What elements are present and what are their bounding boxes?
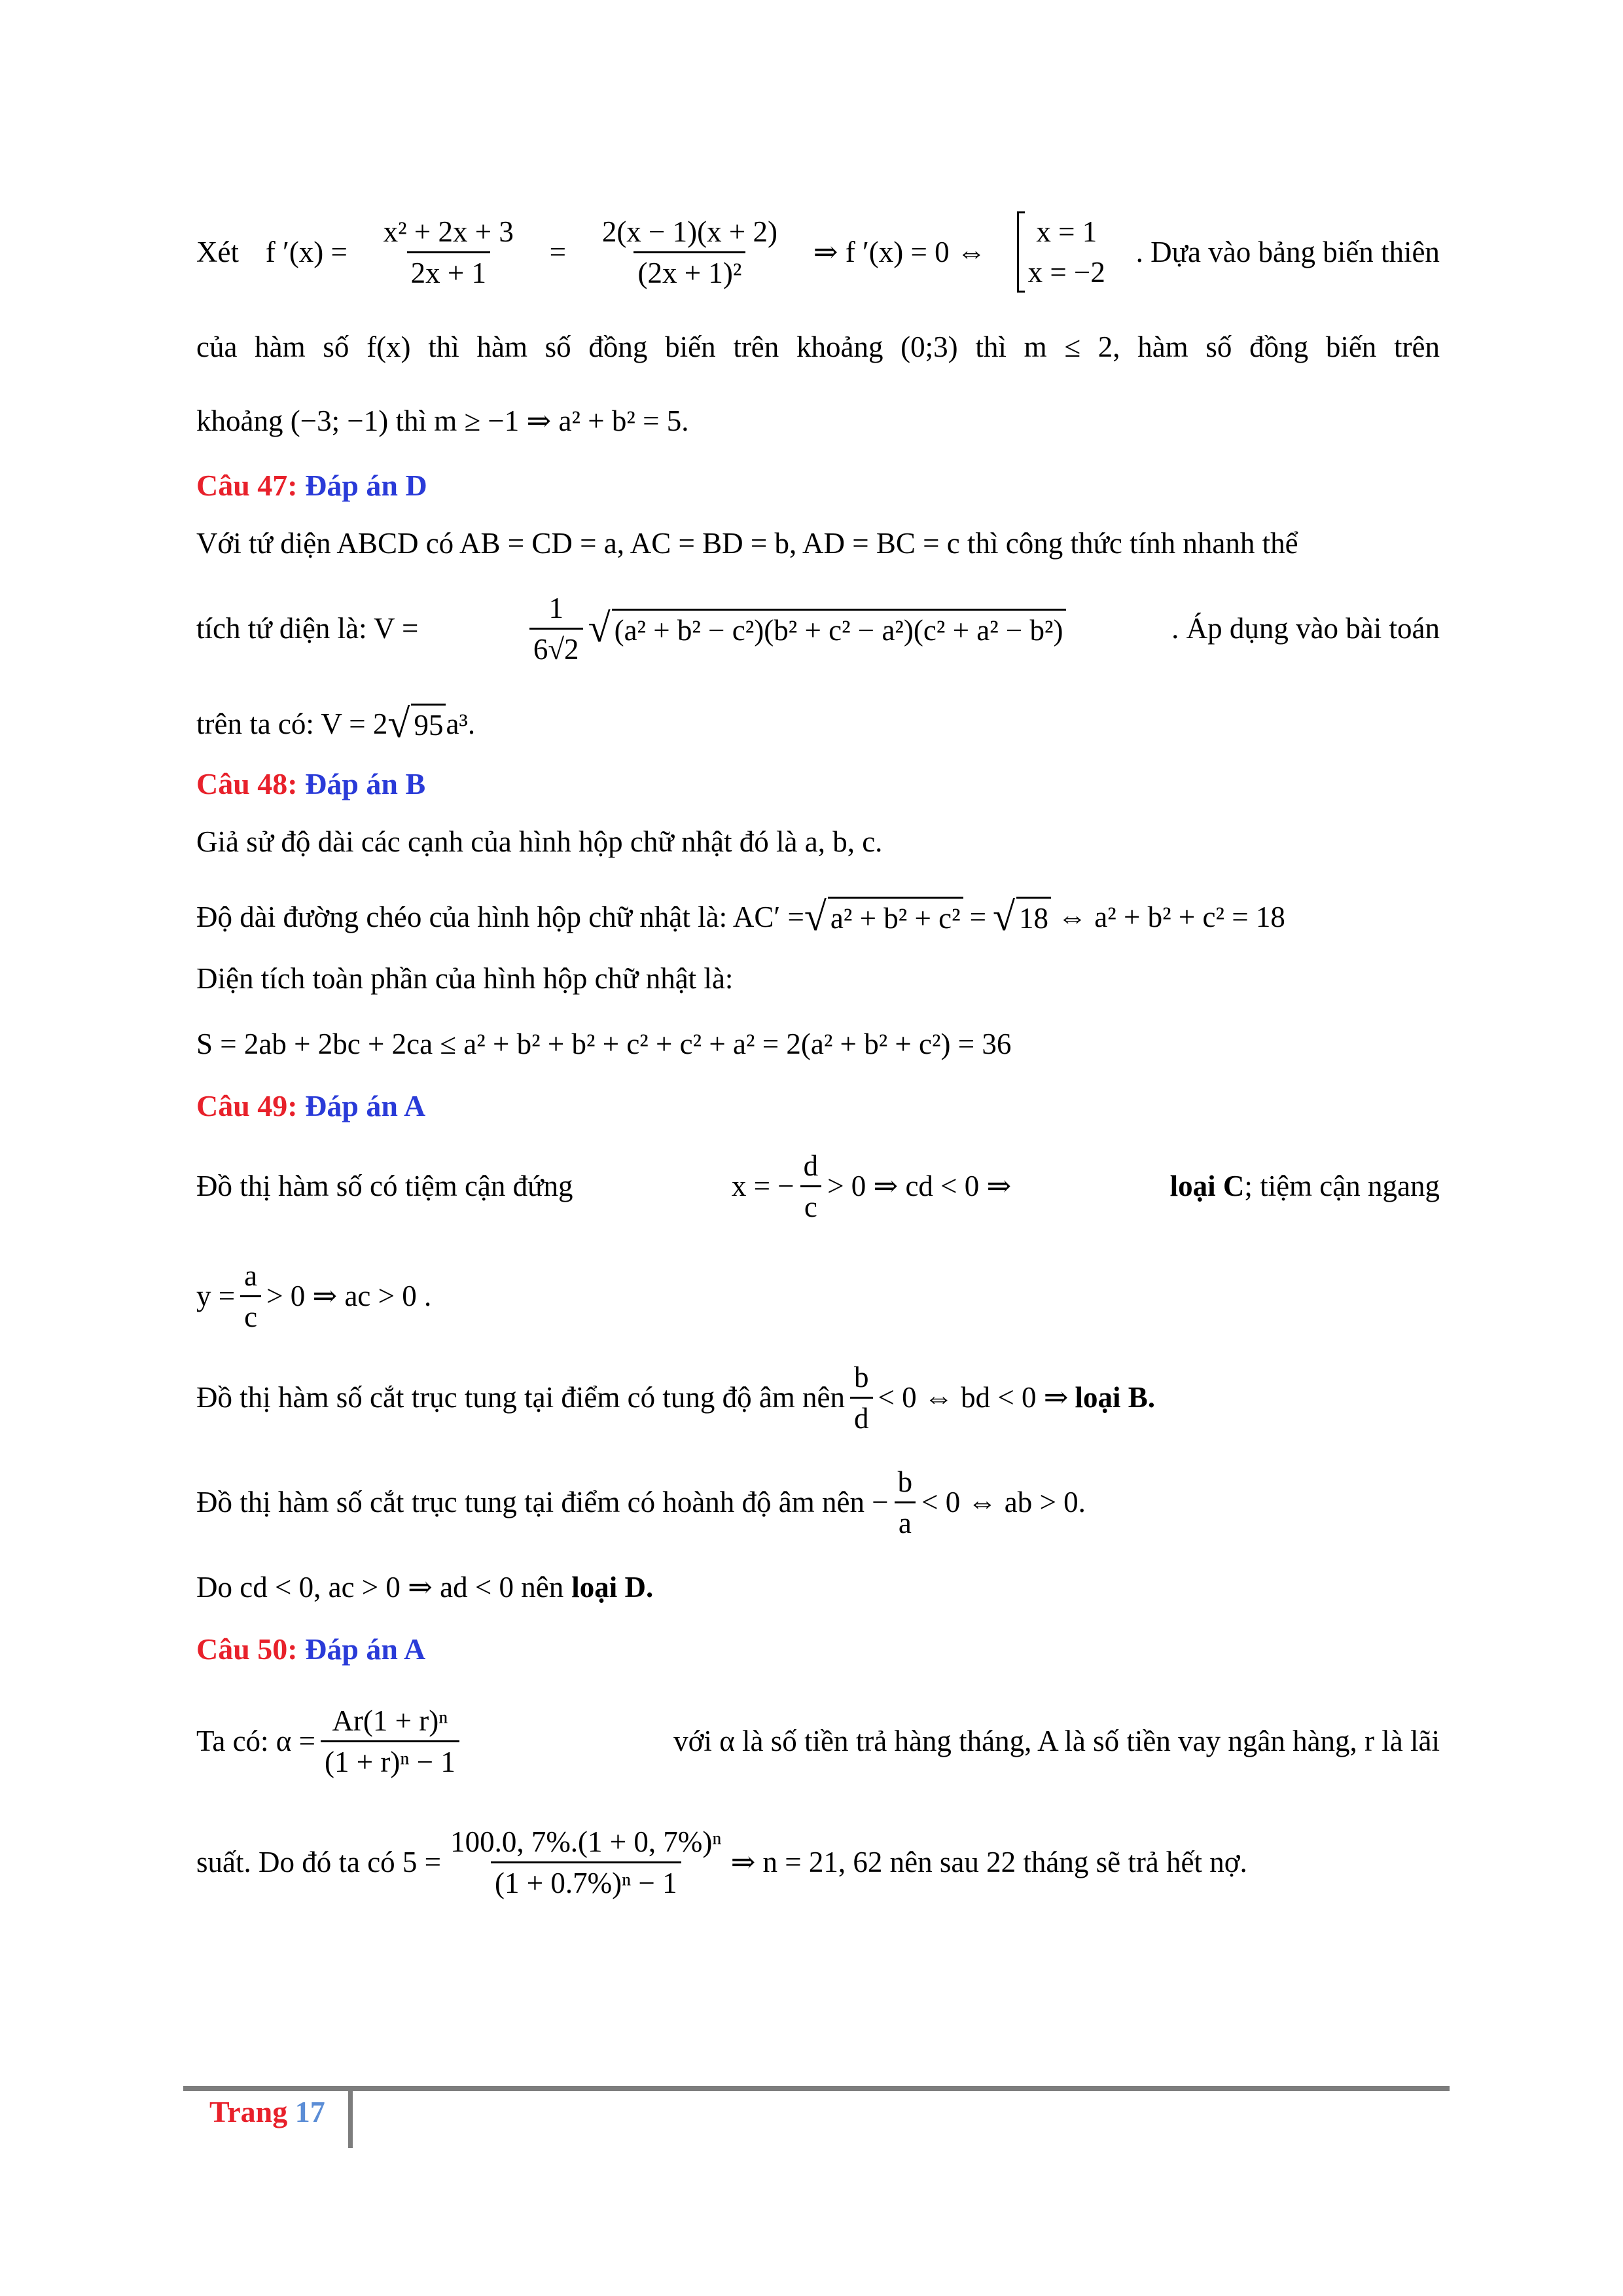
paragraph-line: Giả sử độ dài các cạnh của hình hộp chữ nhật đó là a, b, c. <box>196 825 883 858</box>
radical-sign: √ <box>804 894 827 939</box>
area-inequality-line: S = 2ab + 2bc + 2ca ≤ a² + b² + b² + c² + c² + a² = 2(a² + b² + c²) = 36 <box>196 1028 1012 1060</box>
bold-text: loại D. <box>571 1571 654 1604</box>
question-heading <box>196 1086 1440 1126</box>
paragraph-line: Diện tích toàn phần của hình hộp chữ nhật là: <box>196 962 734 995</box>
answer-label: Đáp án A <box>305 1632 426 1666</box>
formula <box>1170 1166 1440 1206</box>
fraction <box>850 1359 873 1437</box>
radicand: a² + b² + c² <box>828 897 963 937</box>
solution: x = 1 <box>1036 215 1097 248</box>
text: > 0 ⇒ ac > 0 . <box>266 1280 432 1312</box>
numerator: 1 <box>548 591 563 624</box>
x-intercept-line <box>196 1463 1440 1541</box>
radicand: 95 <box>411 704 446 744</box>
derivative-line <box>196 213 1440 291</box>
question-heading <box>196 1630 1440 1669</box>
denominator: c <box>800 1185 821 1225</box>
numerator: a <box>244 1259 258 1292</box>
bold-text: loại B. <box>1075 1381 1156 1414</box>
solution-system <box>1017 211 1105 293</box>
fraction <box>446 1823 726 1901</box>
square-root <box>992 894 1051 939</box>
result-line <box>196 701 1440 746</box>
footer-divider <box>348 2089 353 2148</box>
denominator: 2x + 1 <box>407 251 490 291</box>
text: a³. <box>446 707 476 740</box>
denominator: (2x + 1)² <box>633 251 745 291</box>
fraction <box>321 1702 459 1780</box>
text: ⇒ f ′(x) = 0 ⇔ <box>813 236 986 268</box>
denominator: (1 + r)ⁿ − 1 <box>321 1740 459 1780</box>
question-heading <box>196 466 1440 505</box>
paragraph-line: khoảng (−3; −1) thì m ≥ −1 ⇒ a² + b² = 5. <box>196 404 689 437</box>
fraction <box>380 213 518 291</box>
fraction <box>240 1257 261 1335</box>
square-root <box>387 701 446 746</box>
fraction <box>894 1463 917 1541</box>
page-footer <box>209 2094 325 2129</box>
square-root <box>804 894 963 939</box>
text: ; tiệm cận ngang <box>1244 1170 1440 1202</box>
numerator: 100.0, 7%.(1 + 0, 7%)ⁿ <box>450 1825 722 1858</box>
document-page <box>196 0 1440 2296</box>
text: Do cd < 0, ac > 0 ⇒ ad < 0 nên <box>196 1571 564 1604</box>
text: trên ta có: V = 2 <box>196 707 388 740</box>
question-number: Câu 47: <box>196 469 298 502</box>
text: Đồ thị hàm số cắt trục tung tại điểm có hoành độ âm nên − <box>196 1486 889 1518</box>
text: suất. Do đó ta có 5 = <box>196 1846 442 1878</box>
question-heading <box>196 764 1440 804</box>
text: f ′(x) = <box>265 236 348 268</box>
square-root <box>588 606 1066 651</box>
text: y = <box>196 1280 236 1312</box>
fraction <box>598 213 781 291</box>
text: . Áp dụng vào bài toán <box>1171 612 1440 645</box>
page-number: 17 <box>294 2095 325 2128</box>
numerator: d <box>803 1149 819 1182</box>
numerator: Ar(1 + r)ⁿ <box>332 1704 448 1737</box>
text: Xét <box>196 236 239 268</box>
question-number: Câu 48: <box>196 767 298 800</box>
formula <box>196 1702 465 1780</box>
text: > 0 ⇒ cd < 0 ⇒ <box>827 1170 1012 1202</box>
numerator: 2(x − 1)(x + 2) <box>601 215 778 248</box>
asymptote-line <box>196 1147 1440 1225</box>
footer-label: Trang <box>209 2095 288 2128</box>
denominator: d <box>850 1397 873 1437</box>
text: tích tứ diện là: V = <box>196 612 419 645</box>
answer-label: Đáp án A <box>305 1089 426 1122</box>
numerator: b <box>854 1360 869 1393</box>
fraction <box>529 590 583 668</box>
footer-rule <box>183 2086 1450 2091</box>
loan-solution-line <box>196 1816 1440 1908</box>
text: = <box>549 236 567 268</box>
radical-sign: √ <box>387 701 410 746</box>
text: với α là số tiền trả hàng tháng, A là số tiền vay ngân hàng, r là lãi <box>673 1725 1440 1757</box>
y-intercept-line <box>196 1358 1440 1437</box>
loan-formula-line <box>196 1695 1440 1787</box>
formula <box>524 590 1066 668</box>
answer-label: Đáp án B <box>305 767 426 800</box>
volume-formula-line <box>196 586 1440 671</box>
text: = <box>969 900 986 933</box>
text: ⇒ n = 21, 62 nên sau 22 tháng sẽ trả hết nợ. <box>730 1846 1247 1878</box>
denominator: a <box>895 1501 916 1541</box>
solution: x = −2 <box>1027 256 1105 289</box>
numerator: b <box>897 1465 913 1498</box>
paragraph-line: Với tứ diện ABCD có AB = CD = a, AC = BD = b, AD = BC = c thì công thức tính nhanh thể <box>196 527 1298 560</box>
text: . Dựa vào bảng biến thiên <box>1135 236 1440 268</box>
question-number: Câu 49: <box>196 1089 298 1122</box>
radical-sign: √ <box>588 606 611 651</box>
paragraph-line: của hàm số f(x) thì hàm số đồng biến trên khoảng (0;3) thì m ≤ 2, hàm số đồng biến trên <box>196 331 1440 363</box>
radicand: 18 <box>1016 897 1051 937</box>
conclusion-line <box>196 1568 1440 1607</box>
numerator: x² + 2x + 3 <box>383 215 514 248</box>
horizontal-asymptote-line <box>196 1257 1440 1335</box>
radicand: (a² + b² − c²)(b² + c² − a²)(c² + a² − b²) <box>612 609 1066 649</box>
denominator: 6√2 <box>529 628 583 668</box>
bold-text: loại C <box>1169 1170 1245 1202</box>
text: Độ dài đường chéo của hình hộp chữ nhật là: AC′ = <box>196 900 804 933</box>
diagonal-line <box>196 894 1440 939</box>
fraction <box>800 1147 823 1225</box>
text: Đồ thị hàm số có tiệm cận đứng <box>196 1170 573 1202</box>
denominator: (1 + 0.7%)ⁿ − 1 <box>491 1861 681 1901</box>
radical-sign: √ <box>992 894 1016 939</box>
formula <box>732 1147 1011 1225</box>
denominator: c <box>240 1295 261 1335</box>
text: ⇔ a² + b² + c² = 18 <box>1058 900 1285 933</box>
text: Ta có: α = <box>196 1725 315 1757</box>
text: < 0 ⇔ bd < 0 ⇒ <box>878 1381 1069 1414</box>
question-number: Câu 50: <box>196 1632 298 1666</box>
text: Đồ thị hàm số cắt trục tung tại điểm có tung độ âm nên <box>196 1381 846 1414</box>
text: < 0 ⇔ ab > 0. <box>921 1486 1086 1518</box>
text: x = − <box>731 1170 794 1202</box>
answer-label: Đáp án D <box>305 469 427 502</box>
